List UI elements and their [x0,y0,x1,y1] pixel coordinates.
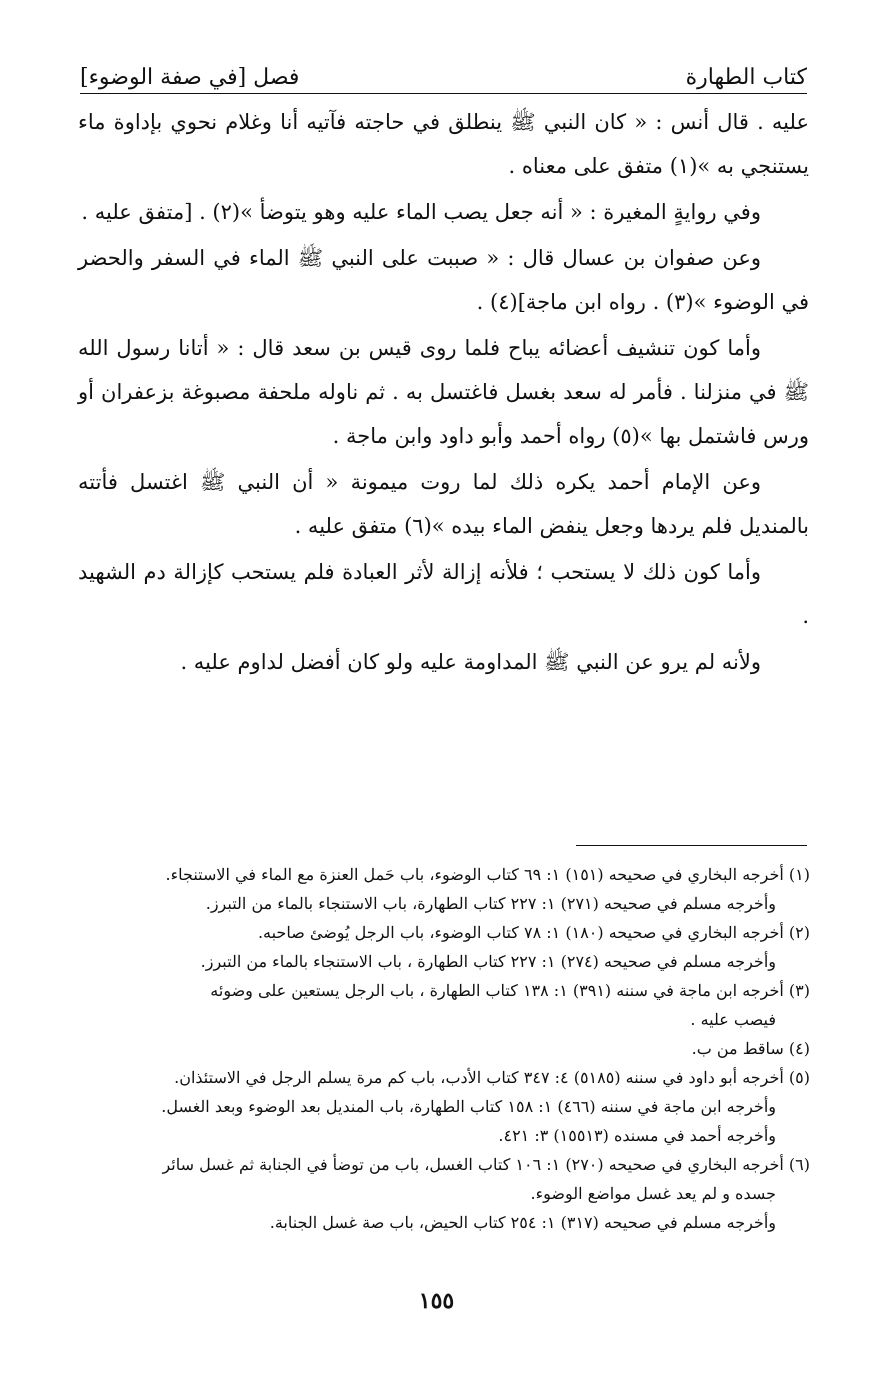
footnote-line: وأخرجه ابن ماجة في سننه (٤٦٦) ١: ١٥٨ كتاب الطهارة، باب المنديل بعد الوضوء وبعد الغسل. [161,1097,776,1116]
paragraph: وعن الإمام أحمد يكره ذلك لما روت ميمونة « أن النبي ﷺ اغتسل فأتته بالمنديل فلم يردها وجعل ينفض الماء بيده »(٦) متفق عليه . [78,470,809,538]
paragraph: وأما كون ذلك لا يستحب ؛ فلأنه إزالة لأثر العبادة فلم يستحب كإزالة دم الشهيد . [78,560,809,628]
footnote-line: (٦) أخرجه البخاري في صحيحه (٢٧٠) ١: ١٠٦ كتاب الغسل، باب من توضأ في الجنابة ثم غسل سائر [162,1155,810,1174]
footnote-line: (٣) أخرجه ابن ماجة في سننه (٣٩١) ١: ١٣٨ كتاب الطهارة ، باب الرجل يستعين على وضوئه [210,981,810,1000]
footnote-line: جسده و لم يعد غسل مواضع الوضوء. [530,1184,776,1203]
footnote-line: (١) أخرجه البخاري في صحيحه (١٥١) ١: ٦٩ كتاب الوضوء، باب حَمل العنزة مع الماء في الاستنجاء. [165,865,810,884]
paragraph: وفي روايةٍ المغيرة : « أنه جعل يصب الماء عليه وهو يتوضأ »(٢) . [متفق عليه . [81,200,761,224]
footnote-line: فيصب عليه . [690,1010,776,1029]
paragraph: وأما كون تنشيف أعضائه يباح فلما روى قيس بن سعد قال : « أتانا رسول الله ﷺ في منزلنا . فأمر له سعد بغسل فاغتسل به . ثم ناوله ملحفة مصبوغة بزعفران أو ورس فاشتمل بها »(٥) رواه أحمد وأبو داود وابن ماجة . [78,336,809,448]
page-number: ١٥٥ [418,1288,455,1314]
paragraph: عليه . قال أنس : « كان النبي ﷺ ينطلق في حاجته فآتيه أنا وغلام نحوي بإداوة ماء يستنجي به »(١) متفق على معناه . [78,110,809,178]
header-rule [80,93,807,94]
running-header [80,42,807,90]
footnote-line: (٢) أخرجه البخاري في صحيحه (١٨٠) ١: ٧٨ كتاب الوضوء، باب الرجل يُوضئ صاحبه. [257,923,810,942]
paragraph: ولأنه لم يرو عن النبي ﷺ المداومة عليه ولو كان أفضل لداوم عليه . [180,650,761,674]
section-title: فصل [في صفة الوضوء] [80,65,300,90]
book-title: كتاب الطهارة [685,65,807,90]
footnote-line: وأخرجه أحمد في مسنده (١٥٥١٣) ٣: ٤٢١. [498,1126,776,1145]
footnote-line: وأخرجه مسلم في صحيحه (٣١٧) ١: ٢٥٤ كتاب الحيض، باب صة غسل الجنابة. [269,1213,776,1232]
body-text [78,100,809,686]
paragraph: وعن صفوان بن عسال قال : « صببت على النبي ﷺ الماء في السفر والحضر في الوضوء »(٣) . رواه ابن ماجة](٤) . [78,246,809,314]
footnote-line: وأخرجه مسلم في صحيحه (٢٧١) ١: ٢٢٧ كتاب الطهارة، باب الاستنجاء بالماء من التبرز. [205,894,776,913]
footnote-line: وأخرجه مسلم في صحيحه (٢٧٤) ١: ٢٢٧ كتاب الطهارة ، باب الاستنجاء بالماء من التبرز. [200,952,776,971]
footnote-line: (٥) أخرجه أبو داود في سننه (٥١٨٥) ٤: ٣٤٧ كتاب الأدب، باب كم مرة يسلم الرجل في الاستئذان. [174,1068,810,1087]
footnotes [80,860,810,1237]
footnote-separator [576,845,807,846]
footnote-line: (٤) ساقط من ب. [691,1039,810,1058]
